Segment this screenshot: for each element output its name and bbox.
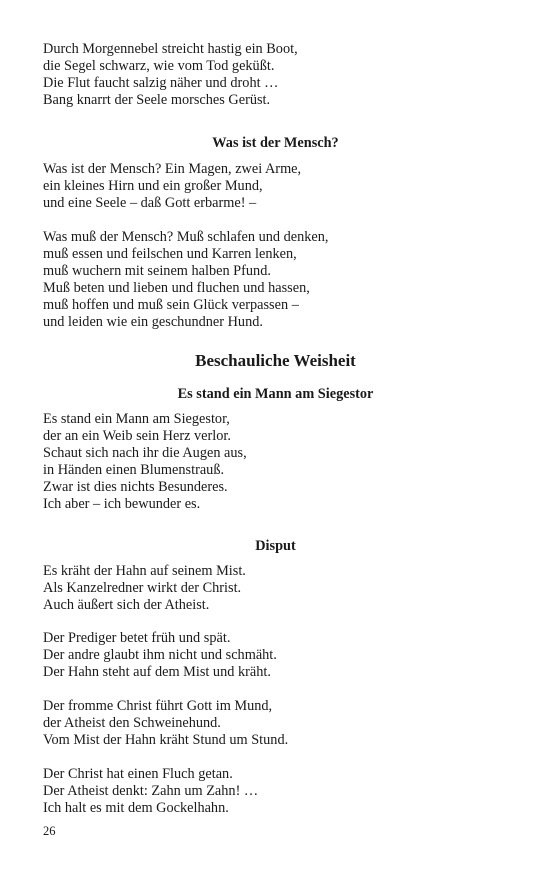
- poem-title: Disput: [255, 538, 296, 554]
- stanza: [43, 229, 508, 331]
- stanza: [43, 766, 508, 817]
- stanza: [43, 41, 508, 109]
- verse-line: Der andre glaubt ihm nicht und schmäht.: [43, 647, 277, 663]
- verse-line: Die Flut faucht salzig näher und droht …: [43, 75, 279, 91]
- verse-line: muß hoffen und muß sein Glück verpassen –: [43, 297, 299, 313]
- verse-line: Zwar ist dies nichts Besunderes.: [43, 479, 228, 495]
- verse-line: die Segel schwarz, wie vom Tod geküßt.: [43, 58, 275, 74]
- verse-line: der Atheist den Schweinehund.: [43, 715, 221, 731]
- verse-line: muß wuchern mit seinem halben Pfund.: [43, 263, 271, 279]
- verse-line: Was muß der Mensch? Muß schlafen und denken,: [43, 229, 329, 245]
- verse-line: Auch äußert sich der Atheist.: [43, 597, 210, 613]
- poem-title: Es stand ein Mann am Siegestor: [177, 386, 374, 402]
- verse-line: Vom Mist der Hahn kräht Stund um Stund.: [43, 732, 289, 748]
- verse-line: Es stand ein Mann am Siegestor,: [43, 411, 230, 427]
- verse-line: Als Kanzelredner wirkt der Christ.: [43, 580, 242, 596]
- stanza: [43, 411, 508, 513]
- stanza: [43, 698, 508, 749]
- verse-line: muß essen und feilschen und Karren lenken,: [43, 246, 297, 262]
- verse-line: ein kleines Hirn und ein großer Mund,: [43, 178, 263, 194]
- verse-line: und leiden wie ein geschundner Hund.: [43, 314, 263, 330]
- verse-line: Der Christ hat einen Fluch getan.: [43, 766, 233, 782]
- stanza: [43, 161, 508, 212]
- verse-line: Durch Morgennebel streicht hastig ein Boot,: [43, 41, 298, 57]
- poem-title: Was ist der Mensch?: [212, 135, 339, 151]
- page-number: 26: [43, 824, 56, 838]
- verse-line: Der Atheist denkt: Zahn um Zahn! …: [43, 783, 259, 799]
- verse-line: Der Hahn steht auf dem Mist und kräht.: [43, 664, 271, 680]
- verse-line: Ich halt es mit dem Gockelhahn.: [43, 800, 229, 816]
- verse-line: Bang knarrt der Seele morsches Gerüst.: [43, 92, 271, 108]
- verse-line: und eine Seele – daß Gott erbarme! –: [43, 195, 257, 211]
- verse-line: in Händen einen Blumenstrauß.: [43, 462, 225, 478]
- verse-line: der an ein Weib sein Herz verlor.: [43, 428, 231, 444]
- verse-line: Der fromme Christ führt Gott im Mund,: [43, 698, 273, 714]
- verse-line: Ich aber – ich bewunder es.: [43, 496, 201, 512]
- stanza: [43, 630, 508, 681]
- verse-line: Was ist der Mensch? Ein Magen, zwei Arme,: [43, 161, 302, 177]
- verse-line: Der Prediger betet früh und spät.: [43, 630, 231, 646]
- verse-line: Es kräht der Hahn auf seinem Mist.: [43, 563, 246, 579]
- section-title: Beschauliche Weisheit: [195, 351, 356, 370]
- stanza: [43, 563, 508, 614]
- verse-line: Schaut sich nach ihr die Augen aus,: [43, 445, 247, 461]
- verse-line: Muß beten und lieben und fluchen und hassen,: [43, 280, 310, 296]
